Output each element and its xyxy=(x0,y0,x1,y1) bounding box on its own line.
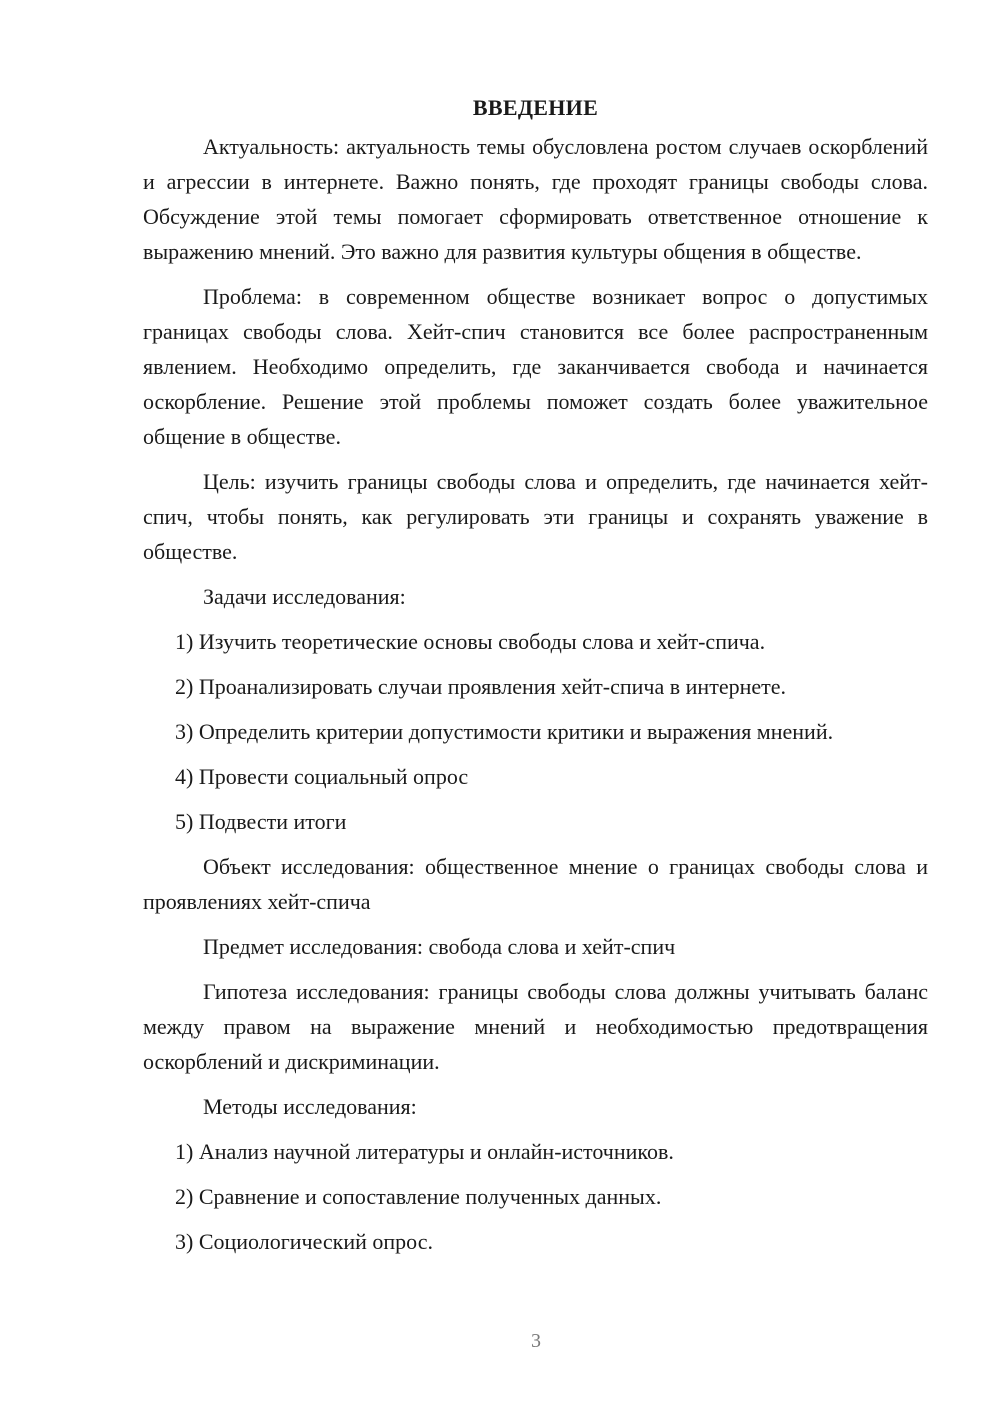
method-item: 1) Анализ научной литературы и онлайн-источников. xyxy=(175,1139,674,1164)
method-item: 2) Сравнение и сопоставление полученных данных. xyxy=(175,1184,662,1209)
task-item: 1) Изучить теоретические основы свободы слова и хейт-спича. xyxy=(175,629,766,654)
task-item: 3) Определить критерии допустимости критики и выражения мнений. xyxy=(175,719,834,744)
tasks-label: Задачи исследования: xyxy=(203,584,406,609)
task-item: 5) Подвести итоги xyxy=(175,809,347,834)
methods-label: Методы исследования: xyxy=(203,1094,417,1119)
task-item: 4) Провести социальный опрос xyxy=(175,764,469,789)
problem-paragraph: Проблема: в современном обществе возникает вопрос о допустимых границах свободы слова. Хейт-спич становится все более распространенным явлением. Необходимо определить, где заканчивается свобода и начинается оскорбление. Решение этой проблемы поможет создать более уважительное общение в обществе. xyxy=(143,284,928,449)
hypothesis-paragraph: Гипотеза исследования: границы свободы слова должны учитывать баланс между правом на выражение мнений и необходимостью предотвращения оскорблений и дискриминации. xyxy=(143,979,928,1074)
method-item: 3) Социологический опрос. xyxy=(175,1229,433,1254)
document-page xyxy=(143,90,928,1269)
relevance-paragraph: Актуальность: актуальность темы обусловлена ростом случаев оскорблений и агрессии в интернете. Важно понять, где проходят границы свободы слова. Обсуждение этой темы помогает сформировать ответственное отношение к выражению мнений. Это важно для развития культуры общения в обществе. xyxy=(143,134,928,264)
task-item: 2) Проанализировать случаи проявления хейт-спича в интернете. xyxy=(175,674,786,699)
object-paragraph: Объект исследования: общественное мнение о границах свободы слова и проявлениях хейт-спича xyxy=(143,854,928,914)
subject-paragraph: Предмет исследования: свобода слова и хейт-спич xyxy=(203,934,676,959)
goal-paragraph: Цель: изучить границы свободы слова и определить, где начинается хейт-спич, чтобы понять, как регулировать эти границы и сохранять уважение в обществе. xyxy=(143,469,928,564)
page-title: ВВЕДЕНИЕ xyxy=(472,95,599,120)
page-number: 3 xyxy=(531,1330,541,1352)
